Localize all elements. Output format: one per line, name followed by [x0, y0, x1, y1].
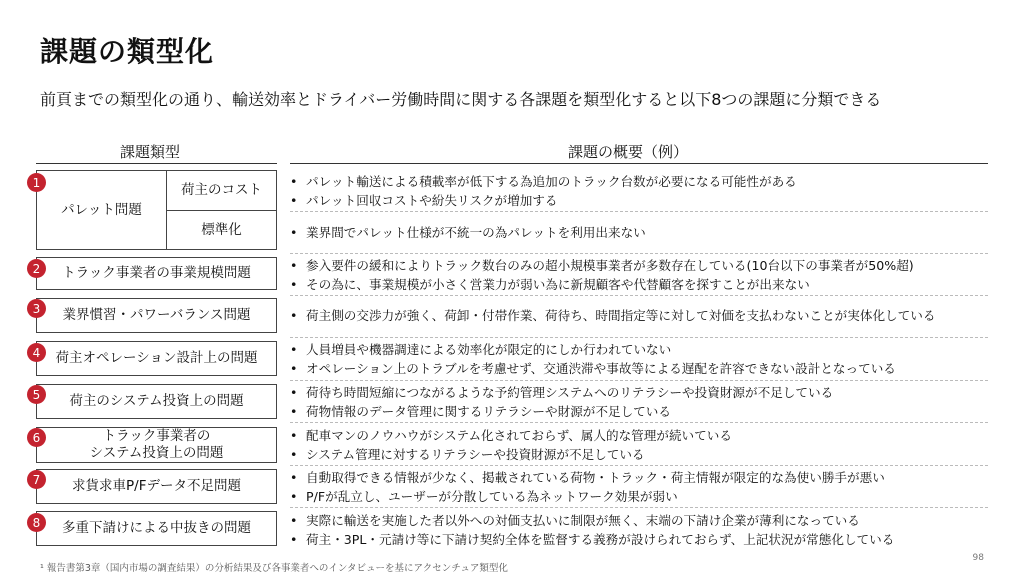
list-item: 参入要件の緩和によりトラック数台のみの超小規模事業者が多数存在している(10台以下の事業者が50%超) [306, 258, 914, 273]
overview-shipper-system: • 荷待ち時間短縮につながるような予約管理システムへのリテラシーや投資財源が不足している • 荷物情報のデータ管理に関するリテラシーや財源が不足している [290, 385, 834, 419]
row-number-badge: 3 [27, 299, 46, 318]
row-number-badge: 5 [27, 385, 46, 404]
list-item: 配車マンのノウハウがシステム化されておらず、属人的な管理が続いている [306, 428, 732, 443]
list-item: P/Fが乱立し、ユーザーが分散している為ネットワーク効果が弱い [306, 489, 678, 504]
list-item: 荷待ち時間短縮につながるような予約管理システムへのリテラシーや投資財源が不足している [306, 385, 834, 400]
page-subtitle: 前頁までの類型化の通り、輸送効率とドライバー労働時間に関する各課題を類型化すると以下8つの課題に分類できる [40, 90, 882, 109]
list-item: 人員増員や機器調達による効率化が限定的にしか行われていない [306, 342, 672, 357]
row-number-badge: 4 [27, 343, 46, 362]
page-title: 課題の類型化 [40, 35, 215, 68]
row-number-badge: 6 [27, 428, 46, 447]
overview-pallet-cost: • パレット輸送による積載率が低下する為追加のトラック台数が必要になる可能性がある • パレット回収コストや紛失リスクが増加する [290, 174, 797, 208]
list-item: 荷主側の交渉力が強く、荷卸・付帯作業、荷待ち、時間指定等に対して対価を支払わないことが実体化している [306, 308, 936, 323]
list-item: その為に、事業規模が小さく営業力が弱い為に新規顧客や代替顧客を探すことが出来ない [306, 277, 810, 292]
page-number: 98 [972, 553, 984, 563]
overview-truck-system: • 配車マンのノウハウがシステム化されておらず、属人的な管理が続いている • システム管理に対するリテラシーや投資財源が不足している [290, 428, 732, 462]
row-divider [290, 507, 988, 508]
category-truck-scale: トラック事業者の事業規模問題 [36, 257, 277, 290]
list-item: システム管理に対するリテラシーや投資財源が不足している [306, 447, 645, 462]
list-item: 実際に輸送を実施した者以外への対価支払いに制限が無く、末端の下請け企業が薄利になっている [306, 513, 860, 528]
subcategory-shipper-cost: 荷主のコスト [166, 170, 277, 211]
row-divider [290, 211, 988, 212]
list-item: パレット輸送による積載率が低下する為追加のトラック台数が必要になる可能性がある [306, 174, 797, 189]
category-shipper-system: 荷主のシステム投資上の問題 [36, 384, 277, 419]
row-number-badge: 1 [27, 173, 46, 192]
list-item: 荷物情報のデータ管理に関するリテラシーや財源が不足している [306, 404, 671, 419]
header-underline-left [36, 163, 277, 164]
overview-pallet-standard: • 業界間でパレット仕様が不統一の為パレットを利用出来ない [290, 225, 646, 240]
category-line: トラック事業者の [102, 428, 211, 445]
row-number-badge: 8 [27, 513, 46, 532]
category-industry-custom: 業界慣習・パワーバランス問題 [36, 298, 277, 333]
row-number-badge: 7 [27, 470, 46, 489]
list-item: 荷主・3PL・元請け等に下請け契約全体を監督する義務が設けられておらず、上記状況が常態化している [306, 532, 895, 547]
list-item: 自動取得できる情報が少なく、掲載されている荷物・トラック・荷主情報が限定的な為使い勝手が悪い [306, 470, 885, 485]
row-divider [290, 337, 988, 338]
footnote: ¹ 報告書第3章（国内市場の調査結果）の分析結果及び各事業者へのインタビューを基にアクセンチュア類型化 [40, 563, 508, 574]
list-item: パレット回収コストや紛失リスクが増加する [306, 193, 558, 208]
column-header-type: 課題類型 [120, 143, 181, 161]
category-line: システム投資上の問題 [89, 445, 224, 461]
category-multi-subcontract: 多重下請けによる中抜きの問題 [36, 511, 277, 546]
row-divider [290, 253, 988, 254]
column-header-overview: 課題の概要（例） [568, 143, 689, 161]
overview-platform-data: • 自動取得できる情報が少なく、掲載されている荷物・トラック・荷主情報が限定的な為使い勝手が悪い • P/Fが乱立し、ユーザーが分散している為ネットワーク効果が弱い [290, 470, 885, 504]
row-divider [290, 295, 988, 296]
row-divider [290, 380, 988, 381]
category-platform-data: 求貨求車P/Fデータ不足問題 [36, 469, 277, 504]
list-item: オペレーション上のトラブルを考慮せず、交通渋滞や事故等による遅配を許容できない設計となっている [306, 361, 896, 376]
list-item: 業界間でパレット仕様が不統一の為パレットを利用出来ない [306, 225, 646, 240]
row-divider [290, 465, 988, 466]
overview-shipper-operation: • 人員増員や機器調達による効率化が限定的にしか行われていない • オペレーション上のトラブルを考慮せず、交通渋滞や事故等による遅配を許容できない設計となっている [290, 342, 896, 376]
overview-industry-custom: • 荷主側の交渉力が強く、荷卸・付帯作業、荷待ち、時間指定等に対して対価を支払わないことが実体化している [290, 308, 936, 323]
overview-truck-scale: • 参入要件の緩和によりトラック数台のみの超小規模事業者が多数存在している(10台以下の事業者が50%超) • その為に、事業規模が小さく営業力が弱い為に新規顧客や代替顧客を探すことが出来ない [290, 258, 914, 292]
row-divider [290, 422, 988, 423]
header-underline-right [290, 163, 988, 164]
subcategory-standardization: 標準化 [166, 210, 277, 250]
category-truck-system [36, 427, 277, 463]
row-number-badge: 2 [27, 259, 46, 278]
category-shipper-operation: 荷主オペレーション設計上の問題 [36, 341, 277, 376]
overview-multi-subcontract: • 実際に輸送を実施した者以外への対価支払いに制限が無く、末端の下請け企業が薄利になっている • 荷主・3PL・元請け等に下請け契約全体を監督する義務が設けられておらず、上記状況が常態化している [290, 513, 895, 547]
category-pallet: パレット問題 [36, 170, 167, 250]
